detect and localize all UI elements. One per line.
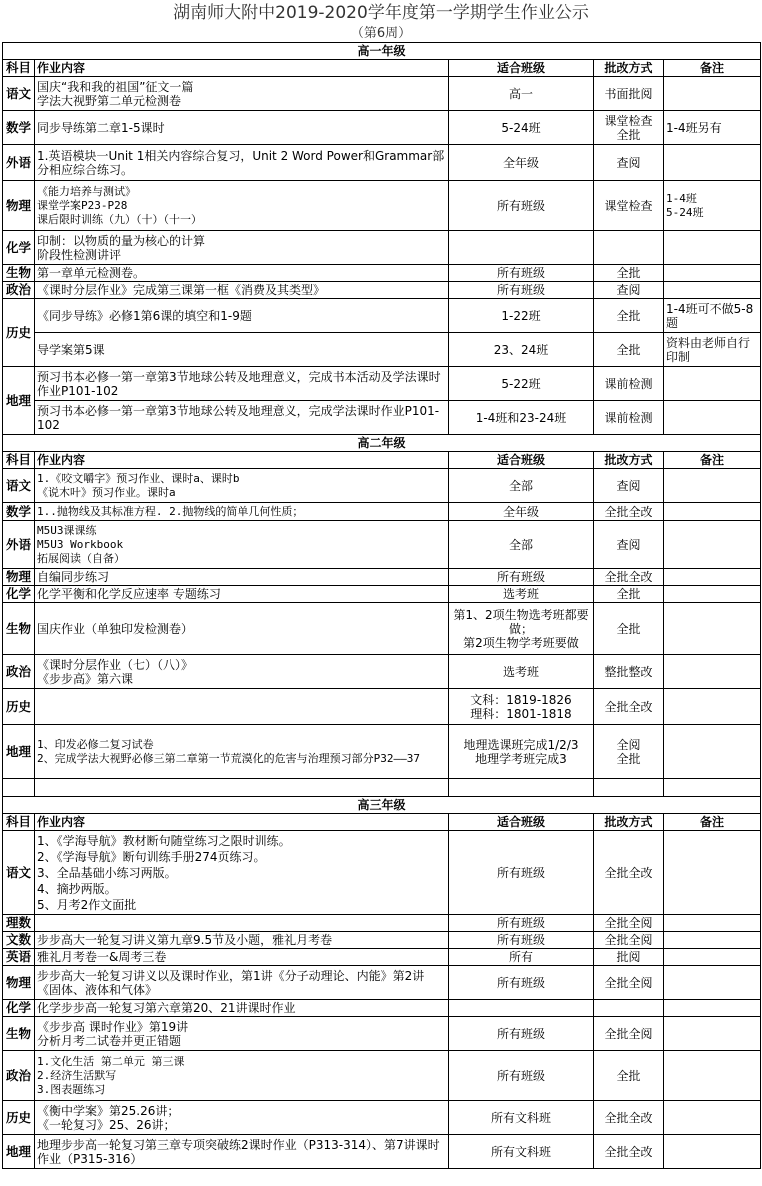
header-subject: 科目	[3, 60, 35, 77]
class-cell: 所有班级	[449, 932, 594, 949]
content-cell: 化学步步高一轮复习第六章第20、21讲课时作业	[35, 1000, 449, 1017]
method-cell: 全批	[594, 603, 664, 655]
class-cell: 所有班级	[449, 831, 594, 915]
class-cell: 全部	[449, 469, 594, 503]
subject-cell: 语文	[3, 831, 35, 915]
header-note: 备注	[664, 452, 761, 469]
method-cell: 全阅 全批	[594, 725, 664, 779]
content-cell: 导学案第5课	[35, 333, 449, 367]
table-row	[3, 299, 761, 333]
table-row	[3, 586, 761, 603]
content-cell	[35, 915, 449, 932]
content-cell: 地理步步高一轮复习第三章专项突破练2课时作业（P313-314）、第7讲课时作业（P315-316）	[35, 1135, 449, 1169]
note-cell	[664, 586, 761, 603]
header-row	[3, 814, 761, 831]
method-cell: 全批全改	[594, 503, 664, 521]
class-cell: 全部	[449, 521, 594, 569]
header-note: 备注	[664, 814, 761, 831]
table-row	[3, 966, 761, 1000]
table-row	[3, 1101, 761, 1135]
note-cell	[664, 949, 761, 966]
table-row	[3, 949, 761, 966]
table-row	[3, 265, 761, 282]
class-cell: 1-22班	[449, 299, 594, 333]
note-cell	[664, 725, 761, 779]
content-cell: 第一章单元检测卷。	[35, 265, 449, 282]
table-row	[3, 1000, 761, 1017]
subject-cell: 政治	[3, 1051, 35, 1101]
note-cell	[664, 367, 761, 401]
header-method: 批改方式	[594, 452, 664, 469]
subject-cell: 历史	[3, 1101, 35, 1135]
header-class: 适合班级	[449, 60, 594, 77]
header-content: 作业内容	[35, 452, 449, 469]
table-row	[3, 915, 761, 932]
note-cell	[664, 831, 761, 915]
homework-table	[2, 42, 761, 1169]
note-cell	[664, 521, 761, 569]
table-row	[3, 77, 761, 111]
note-cell	[664, 503, 761, 521]
class-cell: 23、24班	[449, 333, 594, 367]
header-content: 作业内容	[35, 60, 449, 77]
table-row	[3, 333, 761, 367]
subject-cell: 外语	[3, 521, 35, 569]
content-cell: 1..抛物线及其标准方程. 2.抛物线的简单几何性质；	[35, 503, 449, 521]
method-cell: 课堂检查 全批	[594, 111, 664, 145]
content-cell: 《课时分层作业》完成第三课第一框《消费及其类型》	[35, 282, 449, 299]
subject-cell: 外语	[3, 145, 35, 181]
table-row	[3, 689, 761, 725]
note-cell	[664, 1101, 761, 1135]
content-cell: M5U3课课练 M5U3 Workbook 拓展阅读（自备）	[35, 521, 449, 569]
table-row	[3, 503, 761, 521]
note-cell: 1-4班另有	[664, 111, 761, 145]
header-content: 作业内容	[35, 814, 449, 831]
header-row	[3, 60, 761, 77]
note-cell	[664, 282, 761, 299]
note-cell: 1-4班 5-24班	[664, 181, 761, 231]
note-cell	[664, 401, 761, 435]
class-cell: 所有班级	[449, 181, 594, 231]
table-row	[3, 469, 761, 503]
class-cell: 所有班级	[449, 915, 594, 932]
method-cell: 批阅	[594, 949, 664, 966]
table-row	[3, 401, 761, 435]
subject-cell: 数学	[3, 503, 35, 521]
subject-cell: 物理	[3, 181, 35, 231]
class-cell: 所有班级	[449, 1017, 594, 1051]
class-cell: 5-24班	[449, 111, 594, 145]
class-cell: 选考班	[449, 655, 594, 689]
subject-cell: 语文	[3, 77, 35, 111]
subject-cell: 生物	[3, 603, 35, 655]
table-row	[3, 1051, 761, 1101]
class-cell: 地理选课班完成1/2/3 地理学考班完成3	[449, 725, 594, 779]
subject-cell: 理数	[3, 915, 35, 932]
note-cell	[664, 689, 761, 725]
method-cell: 全批全阅	[594, 915, 664, 932]
class-cell: 5-22班	[449, 367, 594, 401]
table-row	[3, 725, 761, 779]
content-cell: 《同步导练》必修1第6课的填空和1-9题	[35, 299, 449, 333]
method-cell: 全批	[594, 265, 664, 282]
note-cell: 资料由老师自行印制	[664, 333, 761, 367]
subject-cell: 政治	[3, 655, 35, 689]
header-method: 批改方式	[594, 814, 664, 831]
header-note: 备注	[664, 60, 761, 77]
content-cell: 1、印发必修二复习试卷 2、完成学法大视野必修三第二章第一节荒漠化的危害与治理预习部分P32——37	[35, 725, 449, 779]
method-cell: 全批全改	[594, 831, 664, 915]
subject-cell: 语文	[3, 469, 35, 503]
header-row	[3, 452, 761, 469]
table-row	[3, 569, 761, 586]
content-cell: 自编同步练习	[35, 569, 449, 586]
class-cell: 所有	[449, 949, 594, 966]
class-cell: 全年级	[449, 145, 594, 181]
content-cell: 《课时分层作业（七）（八）》 《步步高》第六课	[35, 655, 449, 689]
grade-title: 高三年级	[3, 797, 761, 814]
class-cell: 所有班级	[449, 966, 594, 1000]
content-cell: 步步高大一轮复习讲义以及课时作业，第1讲《分子动理论、内能》第2讲《固体、液体和气体》	[35, 966, 449, 1000]
content-cell: 印制：以物质的量为核心的计算 阶段性检测讲评	[35, 231, 449, 265]
header-class: 适合班级	[449, 814, 594, 831]
subject-cell: 数学	[3, 111, 35, 145]
table-row	[3, 932, 761, 949]
content-cell: 化学平衡和化学反应速率 专题练习	[35, 586, 449, 603]
subject-cell: 化学	[3, 586, 35, 603]
page-title: 湖南师大附中2019-2020学年度第一学期学生作业公示	[173, 3, 589, 23]
method-cell: 查阅	[594, 521, 664, 569]
method-cell: 全批全阅	[594, 932, 664, 949]
week-label: （第6周）	[350, 26, 412, 41]
subject-cell: 化学	[3, 231, 35, 265]
subject-cell: 地理	[3, 1135, 35, 1169]
header-subject: 科目	[3, 814, 35, 831]
note-cell	[664, 915, 761, 932]
method-cell: 全批全改	[594, 1101, 664, 1135]
content-cell: 预习书本必修一第一章第3节地球公转及地理意义，完成学法课时作业P101-102	[35, 401, 449, 435]
subject-cell: 化学	[3, 1000, 35, 1017]
content-cell	[35, 689, 449, 725]
table-row	[3, 181, 761, 231]
content-cell: 国庆“我和我的祖国”征文一篇 学法大视野第二单元检测卷	[35, 77, 449, 111]
content-cell: 1.《咬文嚼字》预习作业、课时a、课时b 《说木叶》预习作业。课时a	[35, 469, 449, 503]
content-cell: 《衡中学案》第25.26讲； 《一轮复习》25、26讲；	[35, 1101, 449, 1135]
note-cell	[664, 77, 761, 111]
class-cell	[449, 231, 594, 265]
table-row	[3, 367, 761, 401]
method-cell	[594, 1000, 664, 1017]
note-cell	[664, 603, 761, 655]
class-cell: 所有文科班	[449, 1135, 594, 1169]
method-cell: 全批全阅	[594, 1017, 664, 1051]
table-row	[3, 603, 761, 655]
subject-cell: 物理	[3, 966, 35, 1000]
subject-cell: 政治	[3, 282, 35, 299]
class-cell: 文科：1819-1826 理科：1801-1818	[449, 689, 594, 725]
grade-title: 高二年级	[3, 435, 761, 452]
method-cell: 查阅	[594, 469, 664, 503]
method-cell: 全批全改	[594, 689, 664, 725]
method-cell: 课前检测	[594, 367, 664, 401]
subject-cell: 生物	[3, 265, 35, 282]
table-row	[3, 1017, 761, 1051]
content-cell: 预习书本必修一第一章第3节地球公转及地理意义，完成书本活动及学法课时作业P101-102	[35, 367, 449, 401]
method-cell: 整批整改	[594, 655, 664, 689]
class-cell: 1-4班和23-24班	[449, 401, 594, 435]
class-cell: 所有班级	[449, 265, 594, 282]
method-cell: 书面批阅	[594, 77, 664, 111]
method-cell: 查阅	[594, 282, 664, 299]
method-cell: 查阅	[594, 145, 664, 181]
method-cell: 全批	[594, 299, 664, 333]
content-cell: 1.文化生活 第二单元 第三课 2.经济生活默写 3.图表题练习	[35, 1051, 449, 1101]
method-cell: 全批全改	[594, 569, 664, 586]
method-cell: 全批	[594, 333, 664, 367]
class-cell: 所有文科班	[449, 1101, 594, 1135]
class-cell: 高一	[449, 77, 594, 111]
method-cell: 全批全阅	[594, 966, 664, 1000]
note-cell	[664, 655, 761, 689]
class-cell: 第1、2项生物选考班都要做； 第2项生物学考班要做	[449, 603, 594, 655]
class-cell: 所有班级	[449, 1051, 594, 1101]
method-cell	[594, 231, 664, 265]
method-cell: 课堂检查	[594, 181, 664, 231]
note-cell	[664, 145, 761, 181]
content-cell: 1、《学海导航》教材断句随堂练习之限时训练。 2、《学海导航》断句训练手册274页练习。 3、全品基础小练习两版。 4、摘抄两版。 5、月考2作文面批	[35, 831, 449, 915]
table-row	[3, 1135, 761, 1169]
note-cell	[664, 265, 761, 282]
subject-cell: 历史	[3, 299, 35, 367]
method-cell: 全批全改	[594, 1135, 664, 1169]
note-cell	[664, 966, 761, 1000]
class-cell: 所有班级	[449, 569, 594, 586]
class-cell	[449, 1000, 594, 1017]
class-cell: 所有班级	[449, 282, 594, 299]
content-cell: 国庆作业（单独印发检测卷）	[35, 603, 449, 655]
subject-cell: 地理	[3, 725, 35, 779]
subject-cell: 文数	[3, 932, 35, 949]
subject-cell: 英语	[3, 949, 35, 966]
note-cell: 1-4班可不做5-8题	[664, 299, 761, 333]
method-cell: 全批	[594, 1051, 664, 1101]
method-cell: 课前检测	[594, 401, 664, 435]
content-cell: 雅礼月考卷一&周考三卷	[35, 949, 449, 966]
header-class: 适合班级	[449, 452, 594, 469]
content-cell: 《能力培养与测试》 课堂学案P23-P28 课后限时训练（九）（十）（十一）	[35, 181, 449, 231]
content-cell: 《步步高 课时作业》第19讲 分析月考二试卷并更正错题	[35, 1017, 449, 1051]
content-cell: 步步高大一轮复习讲义第九章9.5节及小题，雅礼月考卷	[35, 932, 449, 949]
note-cell	[664, 932, 761, 949]
table-row	[3, 831, 761, 915]
subject-cell: 地理	[3, 367, 35, 435]
table-row	[3, 145, 761, 181]
content-cell: 同步导练第二章1-5课时	[35, 111, 449, 145]
table-row	[3, 111, 761, 145]
note-cell	[664, 1017, 761, 1051]
note-cell	[664, 1051, 761, 1101]
note-cell	[664, 1135, 761, 1169]
empty-row	[3, 779, 761, 797]
method-cell: 全批	[594, 586, 664, 603]
header-method: 批改方式	[594, 60, 664, 77]
subject-cell: 生物	[3, 1017, 35, 1051]
header-subject: 科目	[3, 452, 35, 469]
subject-cell: 历史	[3, 689, 35, 725]
grade-title: 高一年级	[3, 43, 761, 60]
content-cell: 1.英语模块一Unit 1相关内容综合复习，Unit 2 Word Power和Grammar部分相应综合练习。	[35, 145, 449, 181]
table-row	[3, 521, 761, 569]
table-row	[3, 231, 761, 265]
class-cell: 全年级	[449, 503, 594, 521]
subject-cell: 物理	[3, 569, 35, 586]
note-cell	[664, 1000, 761, 1017]
class-cell: 选考班	[449, 586, 594, 603]
note-cell	[664, 569, 761, 586]
table-row	[3, 282, 761, 299]
note-cell	[664, 231, 761, 265]
table-row	[3, 655, 761, 689]
note-cell	[664, 469, 761, 503]
